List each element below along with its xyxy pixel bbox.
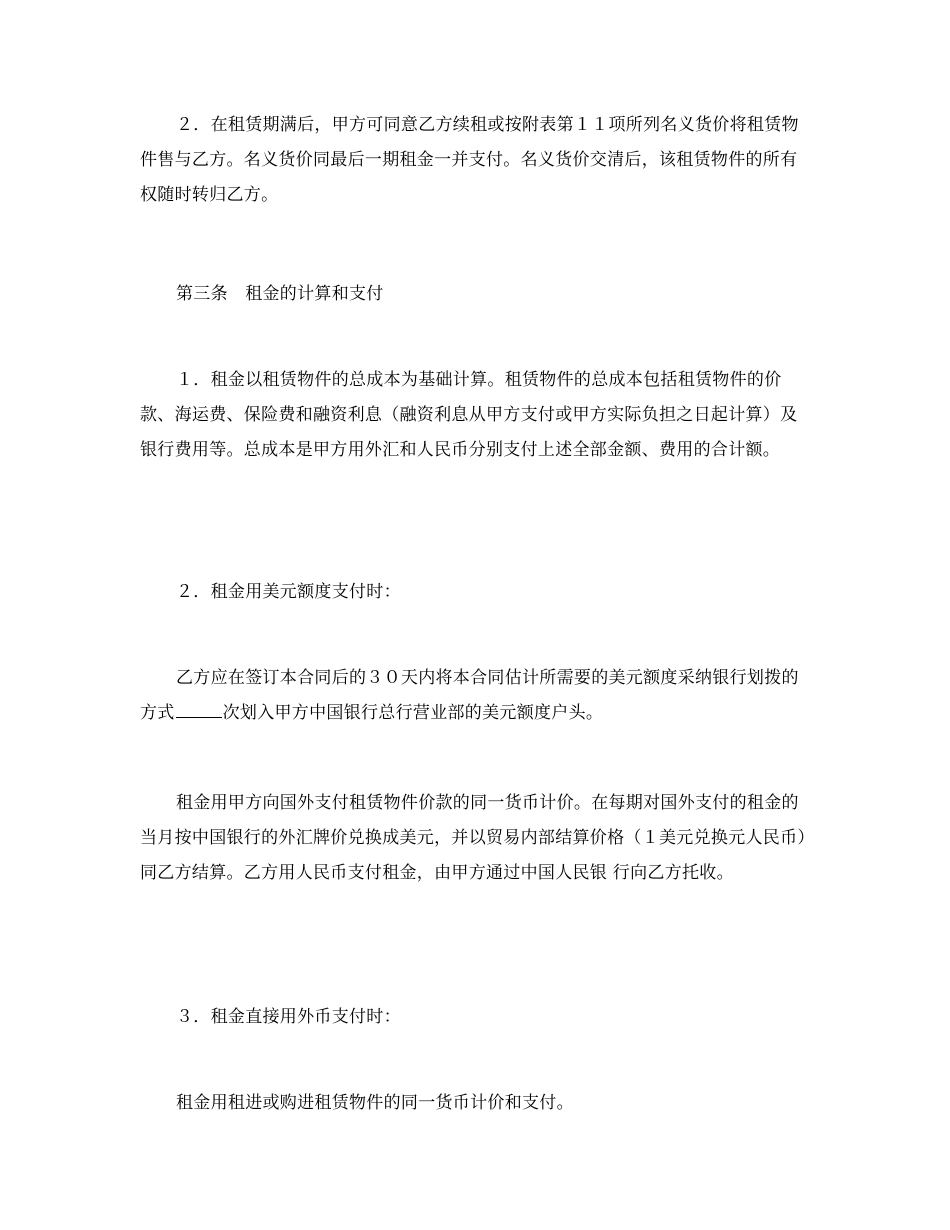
- paragraph-lease-expiry: ２．在租赁期满后，甲方可同意乙方续租或按附表第１１项所列名义货价将租赁物件售与乙方。名义货价同最后一期租金一并支付。名义货价交清后，该租赁物件的所有权随时转归乙方。: [140, 115, 799, 205]
- transfer-text-end: 次划入甲方中国银行总行营业部的美元额度户头。: [222, 703, 604, 723]
- paragraph-usd-quota-transfer: [140, 661, 812, 731]
- paragraph-usd-quota-payment: ２．租金用美元额度支付时：: [176, 582, 401, 602]
- paragraph-rent-calculation: １．租金以租赁物件的总成本为基础计算。租赁物件的总成本包括租赁物件的价款、海运费、保险费和融资利息（融资利息从甲方支付或甲方实际负担之日起计算）及银行费用等。总成本是甲方用外汇和人民币分别支付上述全部金额、费用的合计额。: [140, 370, 798, 460]
- article-3-heading: 第三条 租金的计算和支付: [176, 284, 384, 304]
- paragraph-same-currency-pricing: 租金用租进或购进租赁物件的同一货币计价和支付。: [176, 1093, 574, 1113]
- paragraph-currency-pricing: 租金用甲方向国外支付租赁物件价款的同一货币计价。在每期对国外支付的租金的当月按中国银行的外汇牌价兑换成美元，并以贸易内部结算价格（１美元兑换元人民币）同乙方结算。乙方用人民币支付租金，由甲方通过中国人民银 行向乙方托收。: [140, 793, 807, 883]
- paragraph-foreign-currency-payment: ３．租金直接用外币支付时：: [176, 1007, 401, 1027]
- fill-in-blank-line: [176, 716, 222, 718]
- transfer-text-start: 乙方应在签订本合同后的３０天内将本合同估计所需要的美元额度采纳银行划拨的方式: [140, 668, 799, 723]
